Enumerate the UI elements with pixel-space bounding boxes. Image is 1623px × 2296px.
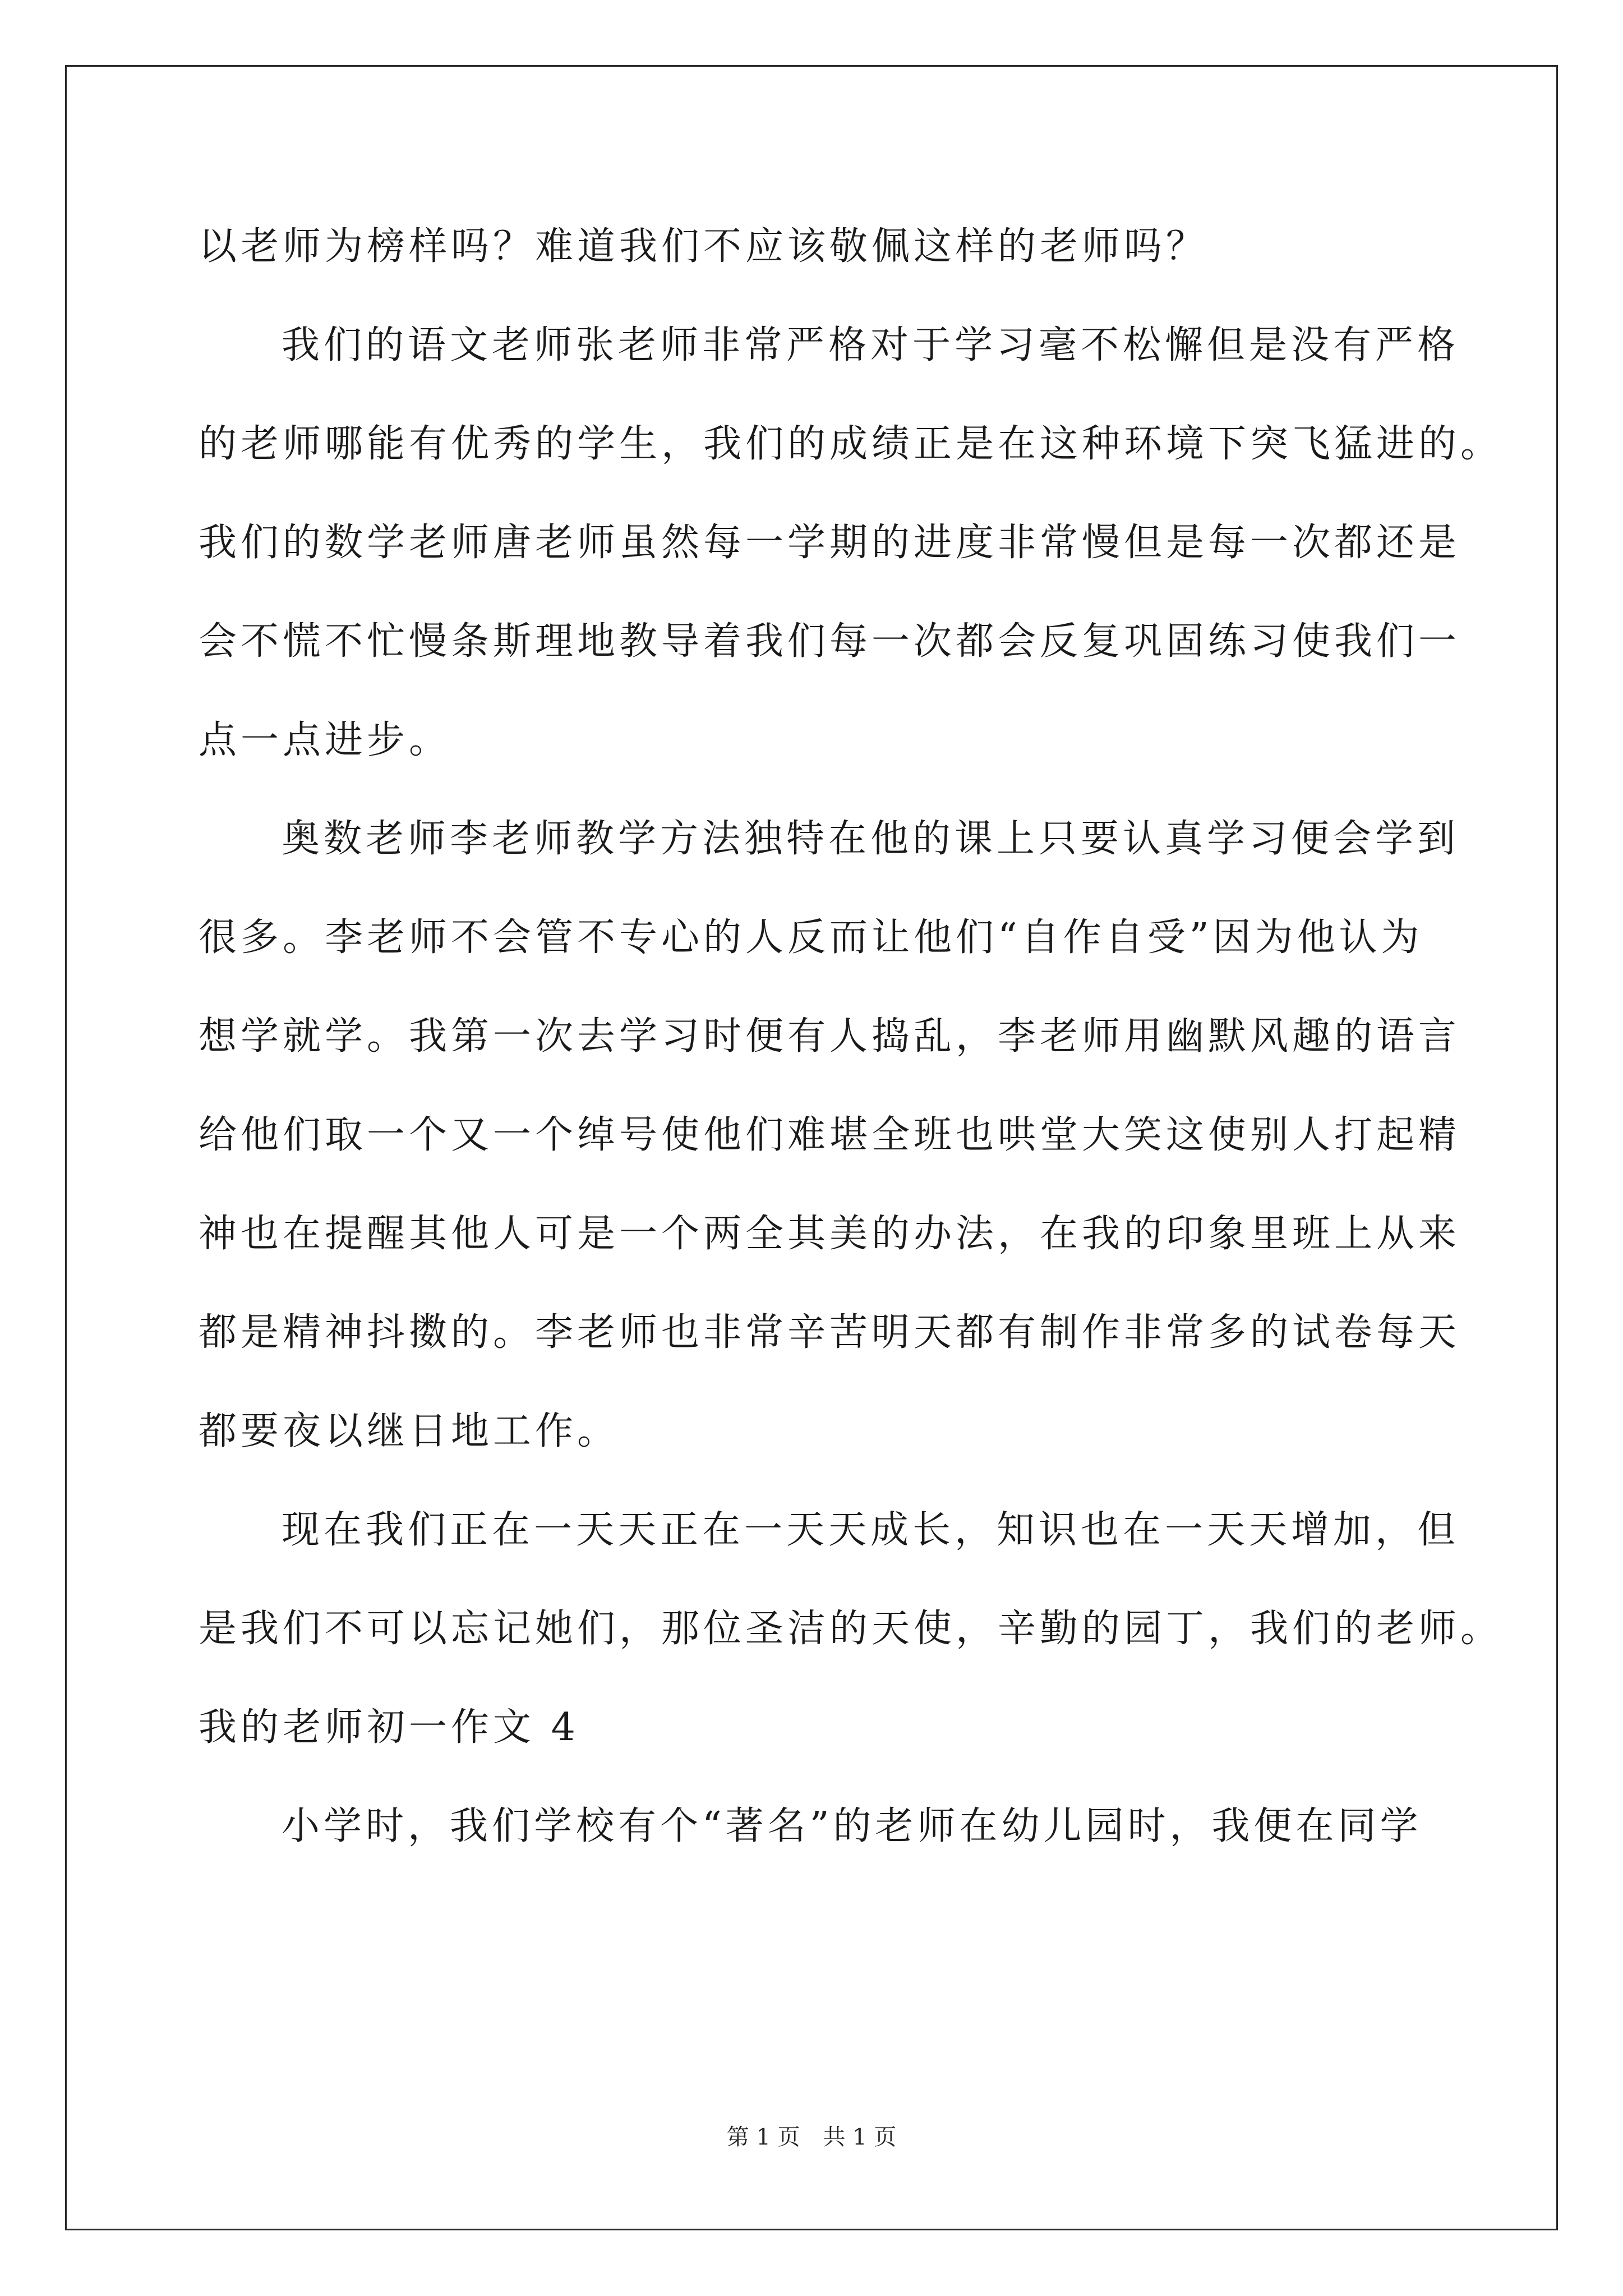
- paragraph-start-line: 小学时，我们学校有个“著名”的老师在幼儿园时，我便在同学: [282, 1804, 1422, 1848]
- paragraph-start-line: 奥数老师李老师教学方法独特在他的课上只要认真学习便会学到: [282, 817, 1460, 861]
- text-line: 神也在提醒其他人可是一个两全其美的办法，在我的印象里班上从来: [199, 1212, 1461, 1256]
- paragraph-start-line: 我们的语文老师张老师非常严格对于学习毫不松懈但是没有严格: [282, 323, 1460, 367]
- text-line: 都要夜以继日地工作。: [199, 1409, 620, 1453]
- text-line: 给他们取一个又一个绰号使他们难堪全班也哄堂大笑这使别人打起精: [199, 1113, 1461, 1157]
- text-line: 很多。李老师不会管不专心的人反而让他们“自作自受”因为他认为: [199, 915, 1423, 960]
- page-footer: [0, 2120, 1623, 2154]
- text-line: 想学就学。我第一次去学习时便有人捣乱，李老师用幽默风趣的语言: [199, 1014, 1461, 1059]
- text-line: 都是精神抖擞的。李老师也非常辛苦明天都有制作非常多的试卷每天: [199, 1310, 1461, 1355]
- paragraph-start-line: 现在我们正在一天天正在一天天成长，知识也在一天天增加，但: [282, 1508, 1460, 1552]
- text-line: 我们的数学老师唐老师虽然每一学期的进度非常慢但是每一次都还是: [199, 521, 1461, 565]
- page-total: 共 1 页: [823, 2124, 897, 2150]
- text-line: 点一点进步。: [199, 718, 451, 762]
- text-line: 以老师为榜样吗？难道我们不应该敬佩这样的老师吗？: [199, 224, 1209, 269]
- text-line: 的老师哪能有优秀的学生，我们的成绩正是在这种环境下突飞猛进的。: [199, 422, 1503, 466]
- text-line: 是我们不可以忘记她们，那位圣洁的天使，辛勤的园丁，我们的老师。: [199, 1607, 1503, 1651]
- section-heading: 我的老师初一作文 4: [199, 1705, 579, 1750]
- text-line: 会不慌不忙慢条斯理地教导着我们每一次都会反复巩固练习使我们一: [199, 619, 1461, 664]
- page-number: 第 1 页: [726, 2124, 800, 2150]
